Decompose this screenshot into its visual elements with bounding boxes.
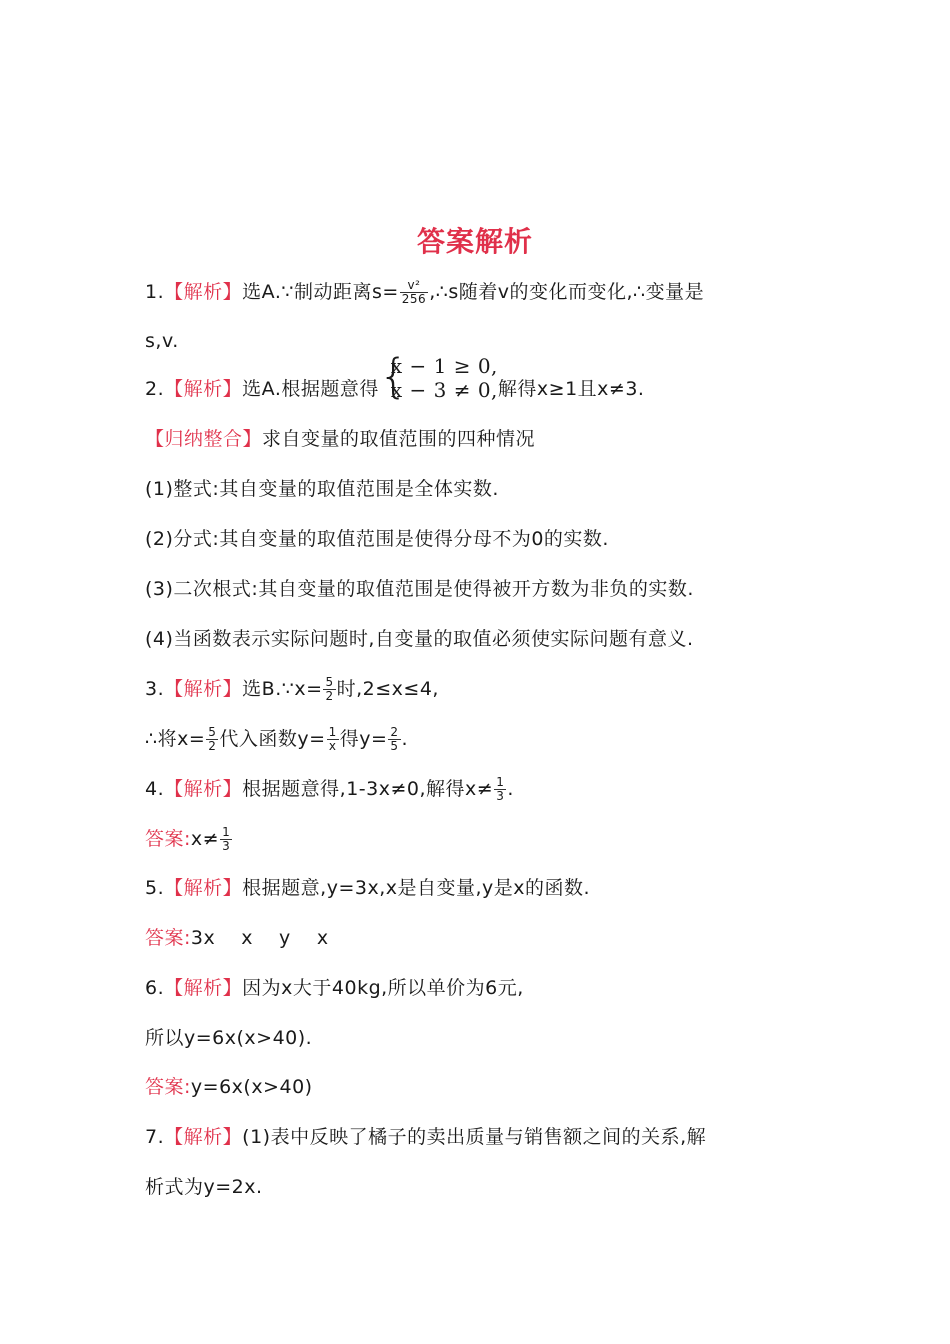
q1-frac-den: 256 — [401, 292, 427, 306]
frac-num: 1 — [328, 725, 337, 739]
q4-number: 4. — [145, 778, 165, 800]
q4-answer-tag: 答案: — [145, 828, 191, 850]
q4-answer-text: x≠ — [190, 828, 220, 850]
q3-fraction-1 — [323, 676, 335, 703]
q3-tag: 【解析】 — [164, 678, 243, 700]
q7-text: (1)表中反映了橘子的卖出质量与销售额之间的关系,解 — [242, 1126, 707, 1148]
q5-line — [145, 876, 590, 900]
q7-number: 7. — [145, 1126, 165, 1148]
frac-num: 1 — [496, 775, 505, 789]
q1-text-b: ,∴s随着v的变化而变化,∴变量是 — [429, 281, 705, 303]
q5-number: 5. — [145, 877, 165, 899]
summary-title-text: 求自变量的取值范围的四种情况 — [262, 428, 536, 450]
brace-icon: { — [378, 348, 409, 403]
q3-fraction-4 — [388, 726, 400, 753]
frac-num: 2 — [390, 725, 399, 739]
summary-item: (4)当函数表示实际问题时,自变量的取值必须使实际问题有意义. — [145, 628, 694, 650]
q6-number: 6. — [145, 977, 165, 999]
q3-fraction-2 — [206, 726, 218, 753]
q1-text-a: 选A.∵制动距离s= — [242, 281, 399, 303]
q2-number: 2. — [145, 378, 165, 400]
frac-den: 2 — [208, 739, 217, 753]
q4-text-a: 根据题意得,1-3x≠0,解得x≠ — [242, 778, 494, 800]
frac-den: 5 — [390, 739, 399, 753]
q6-answer-text: y=6x(x>40) — [190, 1076, 313, 1098]
q3-l2-a: ∴将x= — [145, 728, 206, 750]
q2-sys-row2: x − 3 ≠ 0, — [390, 377, 498, 402]
frac-den: 3 — [222, 839, 231, 853]
summary-tag: 【归纳整合】 — [145, 428, 263, 450]
frac-num: 5 — [208, 725, 217, 739]
q4-text-b: . — [507, 778, 514, 800]
summary-item: (2)分式:其自变量的取值范围是使得分母不为0的实数. — [145, 528, 609, 550]
q6-line1 — [145, 976, 524, 1000]
frac-den: 3 — [496, 789, 505, 803]
q2-line — [145, 348, 645, 403]
frac-num: 5 — [325, 675, 334, 689]
q3-number: 3. — [145, 678, 165, 700]
q3-text-a: 选B.∵x= — [242, 678, 323, 700]
q2-sys-row1: x − 1 ≥ 0, — [390, 353, 498, 378]
summary-title — [145, 427, 535, 451]
q2-equation-system — [378, 348, 498, 403]
q4-tag: 【解析】 — [164, 778, 243, 800]
q7-line2: 析式为y=2x. — [145, 1176, 263, 1198]
q1-tag: 【解析】 — [164, 281, 243, 303]
q3-fraction-3 — [327, 726, 339, 753]
q4-answer — [145, 826, 233, 853]
q1-line1 — [145, 279, 704, 306]
summary-item: (3)二次根式:其自变量的取值范围是使得被开方数为非负的实数. — [145, 578, 694, 600]
frac-num: 1 — [222, 825, 231, 839]
q6-line2: 所以y=6x(x>40). — [145, 1027, 313, 1049]
q6-answer-tag: 答案: — [145, 1076, 191, 1098]
q1-frac-num: v² — [400, 279, 428, 293]
q3-l2-c: 得y= — [339, 728, 388, 750]
q7-line1 — [145, 1125, 706, 1149]
q5-answer-tag: 答案: — [145, 927, 191, 949]
q5-answer — [145, 926, 329, 950]
frac-den: 2 — [325, 689, 334, 703]
q3-l2-d: . — [401, 728, 409, 750]
q3-l2-b: 代入函数y= — [219, 728, 326, 750]
q4-answer-fraction — [220, 826, 232, 853]
q2-text-a: 选A.根据题意得 — [242, 378, 379, 400]
q1-fraction — [400, 279, 428, 306]
summary-item: (1)整式:其自变量的取值范围是全体实数. — [145, 478, 499, 500]
q5-tag: 【解析】 — [164, 877, 243, 899]
q3-text-b: 时,2≤x≤4, — [336, 678, 439, 700]
q6-tag: 【解析】 — [164, 977, 243, 999]
q1-number: 1. — [145, 281, 165, 303]
q6-text: 因为x大于40kg,所以单价为6元, — [242, 977, 524, 999]
q4-line — [145, 776, 514, 803]
q4-fraction — [494, 776, 506, 803]
q1-line2: s,v. — [145, 330, 179, 352]
q6-answer — [145, 1075, 313, 1099]
page-title: 答案解析 — [416, 225, 533, 258]
q5-text: 根据题意,y=3x,x是自变量,y是x的函数. — [242, 877, 591, 899]
q3-line1 — [145, 676, 439, 703]
frac-den: x — [328, 739, 337, 753]
q7-tag: 【解析】 — [164, 1126, 243, 1148]
q3-line2 — [145, 726, 408, 753]
q2-tag: 【解析】 — [164, 378, 243, 400]
q5-answer-text: 3x x y x — [190, 927, 329, 949]
q2-text-b: 解得x≥1且x≠3. — [497, 378, 645, 400]
